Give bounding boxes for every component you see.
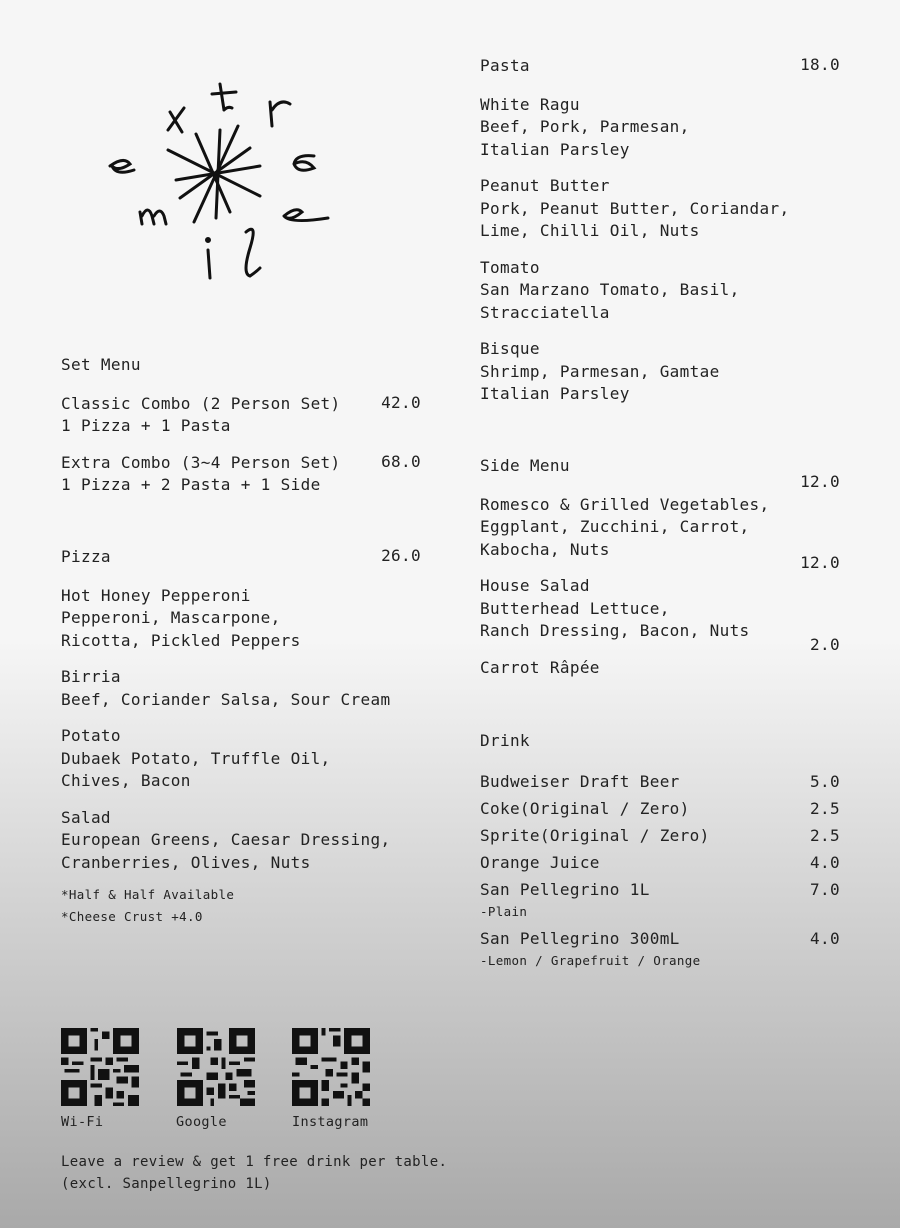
drink-item-price: 5.0	[810, 771, 840, 791]
pasta-item-name: Peanut Butter	[480, 176, 610, 195]
pasta-heading: Pasta	[480, 56, 530, 75]
side-menu-item-line: Romesco & Grilled Vegetables,	[480, 494, 770, 514]
pizza-item	[61, 725, 431, 793]
pizza-item-desc: Cranberries, Olives, Nuts	[61, 852, 311, 872]
set-menu-item-name: Extra Combo (3~4 Person Set)	[61, 452, 341, 472]
drink-item-name: Orange Juice	[480, 852, 600, 872]
pasta-item-desc: Italian Parsley	[480, 384, 630, 403]
footer-note	[61, 1151, 447, 1195]
side-menu-item-line: Carrot Râpée	[480, 657, 600, 677]
drink-item	[480, 822, 842, 849]
pasta-item	[480, 338, 842, 406]
set-menu-heading: Set Menu	[61, 355, 141, 374]
pasta-item-desc: Beef, Pork, Parmesan,	[480, 117, 690, 136]
pasta-item-desc: Stracciatella	[480, 302, 610, 322]
drink-item-price: 4.0	[810, 928, 840, 948]
drink-item-price: 7.0	[810, 879, 840, 899]
pasta-item-name: Bisque	[480, 339, 540, 358]
drink-item-price: 2.5	[810, 825, 840, 845]
drink-item-note: -Plain	[480, 903, 528, 919]
set-menu-item-name: Classic Combo (2 Person Set)	[61, 393, 341, 413]
side-menu-item	[480, 553, 842, 643]
drink-heading: Drink	[480, 731, 530, 750]
drink-item-name: San Pellegrino 300mL	[480, 928, 680, 948]
set-menu-item	[61, 452, 431, 497]
side-menu-section	[480, 455, 842, 693]
set-menu-item	[61, 393, 431, 438]
pizza-note: *Cheese Crust +4.0	[61, 909, 203, 924]
side-menu-item-price: 12.0	[800, 553, 840, 572]
side-menu-heading: Side Menu	[480, 456, 570, 475]
pizza-price: 26.0	[381, 546, 421, 565]
pizza-item-desc: Ricotta, Pickled Peppers	[61, 630, 301, 650]
pasta-item-desc: Shrimp, Parmesan, Gamtae	[480, 361, 720, 381]
pasta-item-desc: Italian Parsley	[480, 139, 630, 159]
pizza-heading: Pizza	[61, 547, 111, 566]
pizza-item-desc: Pepperoni, Mascarpone,	[61, 608, 281, 627]
drink-item	[480, 925, 842, 970]
drink-item	[480, 849, 842, 876]
drink-item-price: 2.5	[810, 798, 840, 818]
pasta-item-desc: Lime, Chilli Oil, Nuts	[480, 221, 700, 240]
side-menu-item-price: 12.0	[800, 471, 840, 491]
set-menu-item-price: 68.0	[381, 451, 421, 471]
side-menu-item-line: Ranch Dressing, Bacon, Nuts	[480, 621, 750, 640]
drink-item	[480, 768, 842, 795]
pasta-item	[480, 257, 842, 325]
side-menu-item-line: Kabocha, Nuts	[480, 539, 610, 559]
pizza-item	[61, 807, 431, 875]
drink-item	[480, 876, 842, 921]
set-menu-item-price: 42.0	[381, 392, 421, 412]
pizza-item-name: Salad	[61, 807, 111, 827]
side-menu-item-line: House Salad	[480, 576, 590, 595]
pizza-item-desc: Dubaek Potato, Truffle Oil,	[61, 748, 331, 768]
drink-item-name: San Pellegrino 1L	[480, 879, 650, 899]
set-menu-item-desc: 1 Pizza + 2 Pasta + 1 Side	[61, 475, 321, 494]
pizza-section	[61, 546, 431, 928]
pasta-section	[480, 55, 842, 420]
instagram-qr-label: Instagram	[292, 1114, 369, 1130]
pizza-item-desc: Chives, Bacon	[61, 771, 191, 790]
side-menu-item	[480, 471, 842, 562]
side-menu-item-line: Butterhead Lettuce,	[480, 598, 670, 618]
pasta-item	[480, 94, 842, 162]
set-menu-section	[61, 354, 431, 511]
google-qr-code-icon[interactable]	[177, 1028, 255, 1106]
pizza-item-name: Hot Honey Pepperoni	[61, 585, 251, 605]
drink-item-name: Sprite(Original / Zero)	[480, 825, 710, 845]
pasta-item	[480, 175, 842, 243]
pizza-item-name: Birria	[61, 667, 121, 686]
pizza-item-desc: European Greens, Caesar Dressing,	[61, 830, 391, 849]
footer-line: Leave a review & get 1 free drink per table.	[61, 1154, 448, 1170]
wifi-qr-label: Wi-Fi	[61, 1114, 104, 1130]
pasta-price: 18.0	[800, 55, 840, 74]
pizza-item	[61, 666, 431, 711]
set-menu-item-desc: 1 Pizza + 1 Pasta	[61, 416, 231, 435]
pasta-item-name: White Ragu	[480, 94, 580, 114]
pasta-item-desc: San Marzano Tomato, Basil,	[480, 280, 740, 299]
side-menu-item-line: Eggplant, Zucchini, Carrot,	[480, 517, 750, 536]
drink-item-name: Coke(Original / Zero)	[480, 798, 690, 818]
pasta-item-desc: Pork, Peanut Butter, Coriandar,	[480, 198, 790, 218]
instagram-qr-code-icon[interactable]	[292, 1028, 370, 1106]
pizza-item-desc: Beef, Coriander Salsa, Sour Cream	[61, 689, 391, 709]
extramile-logo	[100, 72, 340, 292]
drink-item-name: Budweiser Draft Beer	[480, 771, 680, 791]
drink-item	[480, 795, 842, 822]
side-menu-item-price: 2.0	[810, 634, 840, 654]
pizza-item-name: Potato	[61, 726, 121, 745]
drink-item-price: 4.0	[810, 852, 840, 872]
pasta-item-name: Tomato	[480, 257, 540, 277]
pizza-note: *Half & Half Available	[61, 887, 235, 902]
drink-section	[480, 730, 842, 970]
drink-item-note: -Lemon / Grapefruit / Orange	[480, 952, 701, 968]
side-menu-item	[480, 634, 842, 680]
wifi-qr-code-icon[interactable]	[61, 1028, 139, 1106]
pizza-item	[61, 585, 431, 653]
google-qr-label: Google	[176, 1114, 227, 1130]
footer-line: (excl. Sanpellegrino 1L)	[61, 1176, 272, 1192]
